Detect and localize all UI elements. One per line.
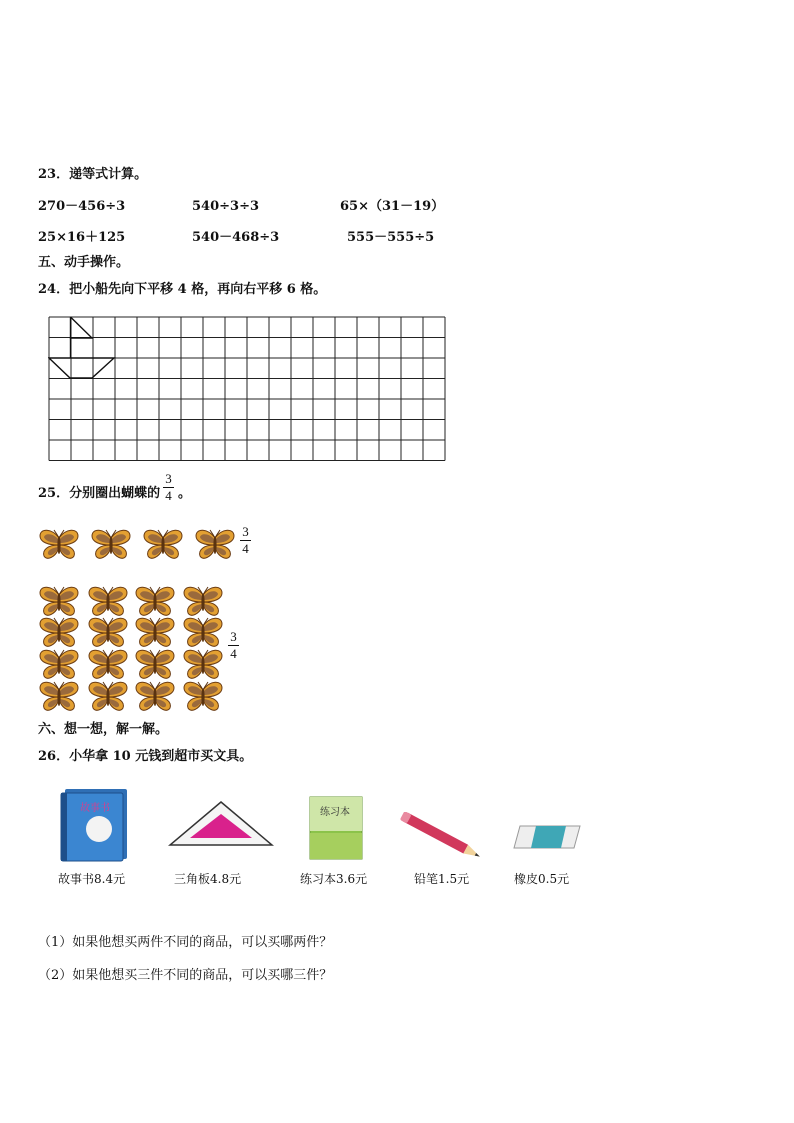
butterfly-icon xyxy=(182,585,224,619)
q24-title: 24．把小船先向下平移 4 格，再向右平移 6 格。 xyxy=(38,282,327,297)
butterfly-icon xyxy=(38,585,80,619)
butterfly-icon xyxy=(182,648,224,682)
butterfly-icon xyxy=(38,616,80,650)
butterfly-icon xyxy=(194,528,236,562)
item-label-book: 故事书8.4元 xyxy=(58,872,126,886)
butterfly-icon xyxy=(182,680,224,714)
item-label-pencil: 铅笔1.5元 xyxy=(414,872,470,886)
q23-expr-5: 540－468÷3 xyxy=(192,230,280,245)
notebook-icon xyxy=(306,793,366,861)
butterfly-icon xyxy=(38,528,80,562)
section-5-heading: 五、动手操作。 xyxy=(38,255,130,270)
q25-title-fraction xyxy=(163,472,174,503)
butterfly-icon xyxy=(134,616,176,650)
q23-expr-3: 65×（31－19） xyxy=(340,199,445,214)
notebook-cover-text: 练习本 xyxy=(320,807,350,818)
q24-grid xyxy=(48,316,452,462)
story-book-icon xyxy=(55,785,135,865)
row1-fraction xyxy=(240,525,251,556)
item-label-triangle: 三角板4.8元 xyxy=(174,872,242,886)
butterfly-icon xyxy=(87,616,129,650)
fraction-numerator: 3 xyxy=(165,471,172,486)
q26-sub-1: （1）如果他想买两件不同的商品，可以买哪两件？ xyxy=(38,935,333,950)
q23-expr-2: 540÷3÷3 xyxy=(192,199,260,214)
butterfly-icon xyxy=(134,680,176,714)
fraction-denominator: 4 xyxy=(165,488,172,503)
butterfly-icon xyxy=(134,585,176,619)
butterfly-icon xyxy=(182,616,224,650)
fraction-denominator: 4 xyxy=(230,646,237,661)
q25-title-suffix: 。 xyxy=(178,486,192,501)
q26-title: 26．小华拿 10 元钱到超市买文具。 xyxy=(38,749,253,764)
book-cover-text: 故事书 xyxy=(80,803,110,814)
butterfly-icon xyxy=(87,680,129,714)
butterfly-icon xyxy=(142,528,184,562)
butterfly-icon xyxy=(134,648,176,682)
triangle-ruler-icon xyxy=(168,800,274,848)
butterfly-icon xyxy=(87,648,129,682)
q25-title-prefix: 25．分别圈出蝴蝶的 xyxy=(38,486,161,501)
fraction-denominator: 4 xyxy=(242,541,249,556)
butterfly-icon xyxy=(38,648,80,682)
q23-expr-6: 555－555÷5 xyxy=(347,230,435,245)
fraction-numerator: 3 xyxy=(242,524,249,539)
butterfly-icon xyxy=(87,585,129,619)
section-6-heading: 六、想一想，解一解。 xyxy=(38,722,169,737)
butterfly-icon xyxy=(90,528,132,562)
item-label-eraser: 橡皮0.5元 xyxy=(514,872,570,886)
pencil-icon xyxy=(393,812,489,860)
q23-expr-1: 270－456÷3 xyxy=(38,199,126,214)
q23-title: 23．递等式计算。 xyxy=(38,167,148,182)
butterfly-icon xyxy=(38,680,80,714)
eraser-icon xyxy=(510,822,584,852)
q26-sub-2: （2）如果他想买三件不同的商品，可以买哪三件？ xyxy=(38,968,333,983)
row2-fraction xyxy=(228,630,239,661)
q23-expr-4: 25×16＋125 xyxy=(38,230,126,245)
fraction-numerator: 3 xyxy=(230,629,237,644)
item-label-notebook: 练习本3.6元 xyxy=(300,872,368,886)
boat-shape xyxy=(49,317,114,378)
